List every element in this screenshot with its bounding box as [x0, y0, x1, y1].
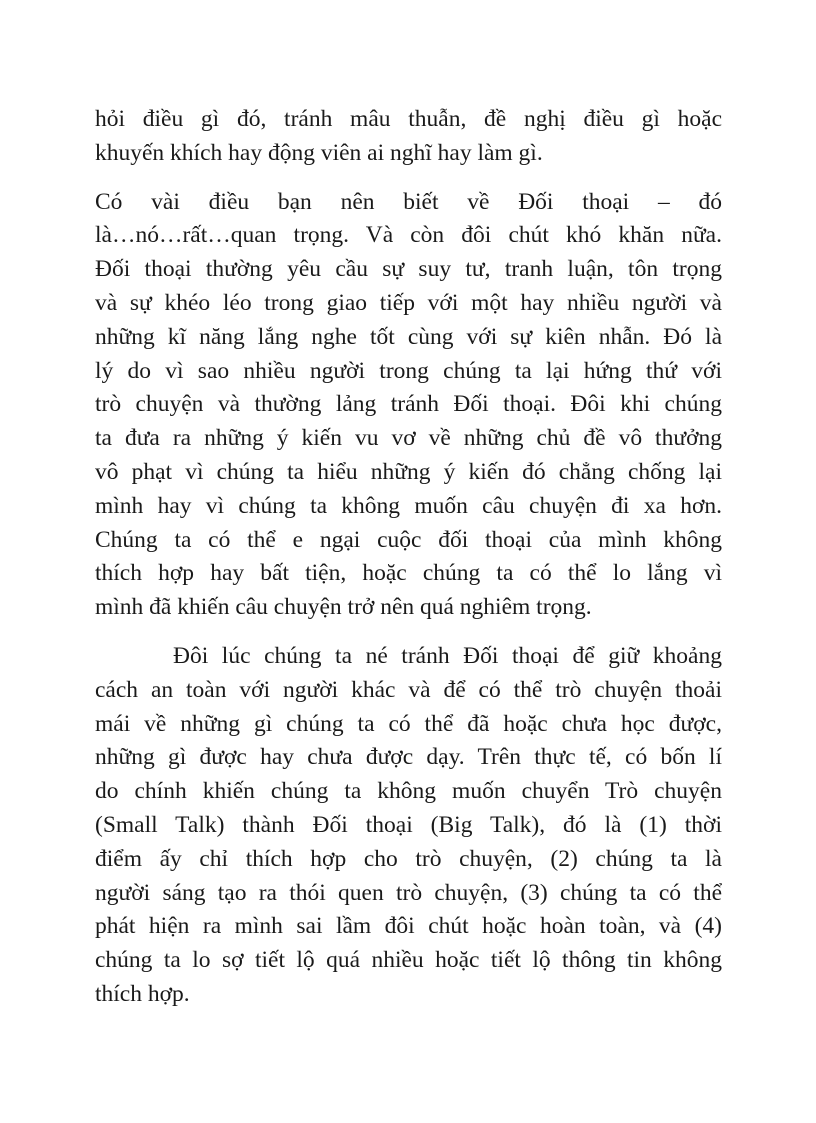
text-line: người sáng tạo ra thói quen trò chuyện, (3) chúng ta có thể [95, 879, 722, 906]
text-line: cách an toàn với người khác và để có thể trò chuyện thoải [95, 676, 722, 703]
text-line: mình đã khiến câu chuyện trở nên quá nghiêm trọng. [95, 594, 592, 621]
text-line: khuyến khích hay động viên ai nghĩ hay làm gì. [95, 139, 543, 166]
document-page [95, 103, 722, 1027]
text-line: chúng ta lo sợ tiết lộ quá nhiều hoặc tiết lộ thông tin không [95, 947, 722, 974]
text-line: trò chuyện và thường lảng tránh Đối thoại. Đôi khi chúng [95, 391, 722, 418]
paragraph-1 [95, 103, 722, 171]
text-line: vô phạt vì chúng ta hiểu những ý kiến đó chẳng chống lại [95, 458, 722, 485]
text-line: Đôi lúc chúng ta né tránh Đối thoại để giữ khoảng [173, 642, 722, 669]
text-line: Chúng ta có thể e ngại cuộc đối thoại của mình không [95, 526, 722, 553]
text-line: do chính khiến chúng ta không muốn chuyển Trò chuyện [95, 778, 722, 805]
text-line: những kĩ năng lắng nghe tốt cùng với sự kiên nhẫn. Đó là [95, 323, 722, 350]
text-line: thích hợp hay bất tiện, hoặc chúng ta có thể lo lắng vì [95, 560, 722, 587]
text-line: là…nó…rất…quan trọng. Và còn đôi chút khó khăn nữa. [95, 222, 722, 249]
text-line: ta đưa ra những ý kiến vu vơ về những chủ đề vô thưởng [95, 425, 722, 452]
text-line: điểm ấy chỉ thích hợp cho trò chuyện, (2) chúng ta là [95, 845, 722, 872]
text-line: Đối thoại thường yêu cầu sự suy tư, tranh luận, tôn trọng [95, 256, 722, 283]
text-line: lý do vì sao nhiều người trong chúng ta lại hứng thứ với [95, 357, 722, 384]
text-line: mái về những gì chúng ta có thể đã hoặc chưa học được, [95, 710, 722, 737]
paragraph-3 [95, 640, 722, 1012]
text-line: Có vài điều bạn nên biết về Đối thoại – đó [95, 188, 722, 215]
text-line: hỏi điều gì đó, tránh mâu thuẫn, đề nghị điều gì hoặc [95, 106, 722, 132]
text-line: những gì được hay chưa được dạy. Trên thực tế, có bốn lí [95, 744, 722, 771]
text-line: và sự khéo léo trong giao tiếp với một hay nhiều người và [95, 289, 722, 316]
paragraph-2 [95, 186, 722, 625]
text-line: thích hợp. [95, 980, 190, 1007]
text-line: phát hiện ra mình sai lầm đôi chút hoặc hoàn toàn, và (4) [95, 913, 722, 940]
text-line: (Small Talk) thành Đối thoại (Big Talk), đó là (1) thời [95, 811, 722, 838]
text-line: mình hay vì chúng ta không muốn câu chuyện đi xa hơn. [95, 492, 722, 519]
